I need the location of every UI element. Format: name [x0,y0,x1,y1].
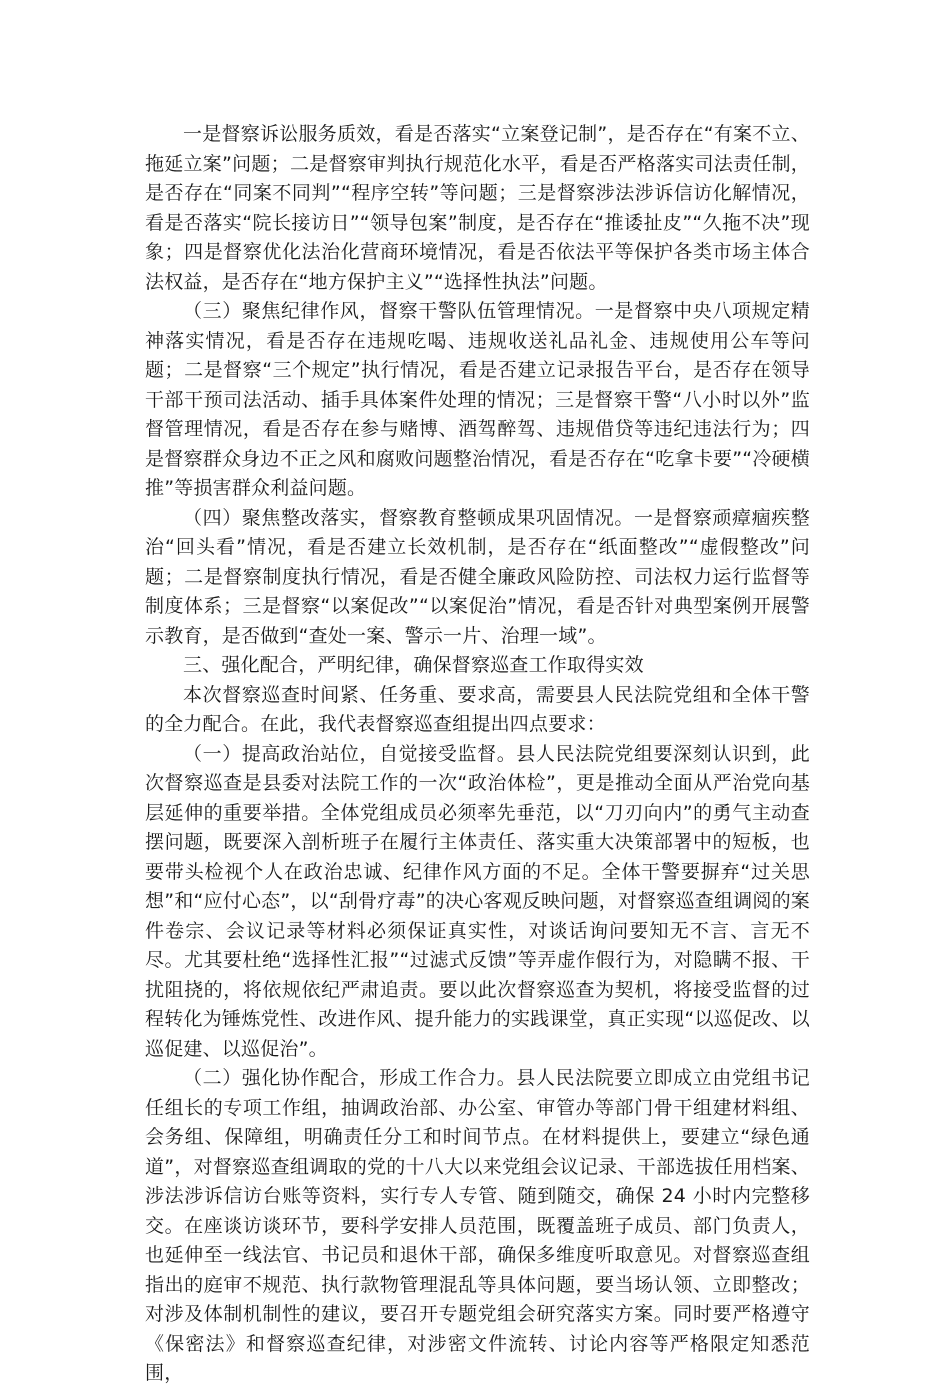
paragraph-litigation-service: 一是督察诉讼服务质效，看是否落实“立案登记制”，是否存在“有案不立、拖延立案”问题；二是督察审判执行规范化水平，看是否严格落实司法责任制，是否存在“同案不同判”“程序空转”等问题；三是督察涉法涉诉信访化解情况，看是否落实“院长接访日”“领导包案”制度，是否存在“推诿扯皮”“久拖不决”现象；四是督察优化法治化营商环境情况，看是否依法平等保护各类市场主体合法权益，是否存在“地方保护主义”“选择性执法”问题。 [145,123,810,293]
paragraph-discipline-style: （三）聚焦纪律作风，督察干警队伍管理情况。一是督察中央八项规定精神落实情况，看是否存在违规吃喝、违规收送礼品礼金、违规使用公车等问题；二是督察“三个规定”执行情况，看是否建立记录报告平台，是否存在领导干部干预司法活动、插手具体案件处理的情况；三是督察干警“八小时以外”监督管理情况，看是否存在参与赌博、酒驾醉驾、违规借贷等违纪违法行为；四是督察群众身边不正之风和腐败问题整治情况，看是否存在“吃拿卡要”“冷硬横推”等损害群众利益问题。 [145,300,810,499]
document-page [145,120,810,1389]
section-heading-cooperation: 三、强化配合，严明纪律，确保督察巡查工作取得实效 [183,654,644,676]
paragraph-intro-requirements: 本次督察巡查时间紧、任务重、要求高，需要县人民法院党组和全体干警的全力配合。在此，我代表督察巡查组提出四点要求： [145,683,810,735]
paragraph-collaboration: （二）强化协作配合，形成工作合力。县人民法院要立即成立由党组书记任组长的专项工作组，抽调政治部、办公室、审管办等部门骨干组建材料组、会务组、保障组，明确责任分工和时间节点。在材料提供上，要建立“绿色通道”，对督察巡查组调取的党的十八大以来党组会议记录、干部选拔任用档案、涉法涉诉信访台账等资料，实行专人专管、随到随交，确保 24 小时内完整移交。在座谈访谈环节，要科学安排人员范围，既覆盖班子成员、部门负责人，也延伸至一线法官、书记员和退休干部，确保多维度听取意见。对督察巡查组指出的庭审不规范、执行款物管理混乱等具体问题，要当场认领、立即整改；对涉及体制机制性的建议，要召开专题党组会研究落实方案。同时要严格遵守《保密法》和督察巡查纪律，对涉密文件流转、讨论内容等严格限定知悉范围， [145,1067,810,1384]
paragraph-rectification: （四）聚焦整改落实，督察教育整顿成果巩固情况。一是督察顽瘴痼疾整治“回头看”情况，看是否建立长效机制，是否存在“纸面整改”“虚假整改”问题；二是督察制度执行情况，看是否健全廉政风险防控、司法权力运行监督等制度体系；三是督察“以案促改”“以案促治”情况，看是否针对典型案例开展警示教育，是否做到“查处一案、警示一片、治理一域”。 [145,506,810,647]
paragraph-political-stance: （一）提高政治站位，自觉接受监督。县人民法院党组要深刻认识到，此次督察巡查是县委对法院工作的一次“政治体检”，更是推动全面从严治党向基层延伸的重要举措。全体党组成员必须率先垂范，以“刀刃向内”的勇气主动查摆问题，既要深入剖析班子在履行主体责任、落实重大决策部署中的短板，也要带头检视个人在政治忠诚、纪律作风方面的不足。全体干警要摒弃“过关思想”和“应付心态”，以“刮骨疗毒”的决心客观反映问题，对督察巡查组调阅的案件卷宗、会议记录等材料必须保证真实性，对谈话询问要知无不言、言无不尽。尤其要杜绝“选择性汇报”“过滤式反馈”等弄虚作假行为，对隐瞒不报、干扰阻挠的，将依规依纪严肃追责。要以此次督察巡查为契机，将接受监督的过程转化为锤炼党性、改进作风、提升能力的实践课堂，真正实现“以巡促改、以巡促建、以巡促治”。 [145,742,810,1060]
